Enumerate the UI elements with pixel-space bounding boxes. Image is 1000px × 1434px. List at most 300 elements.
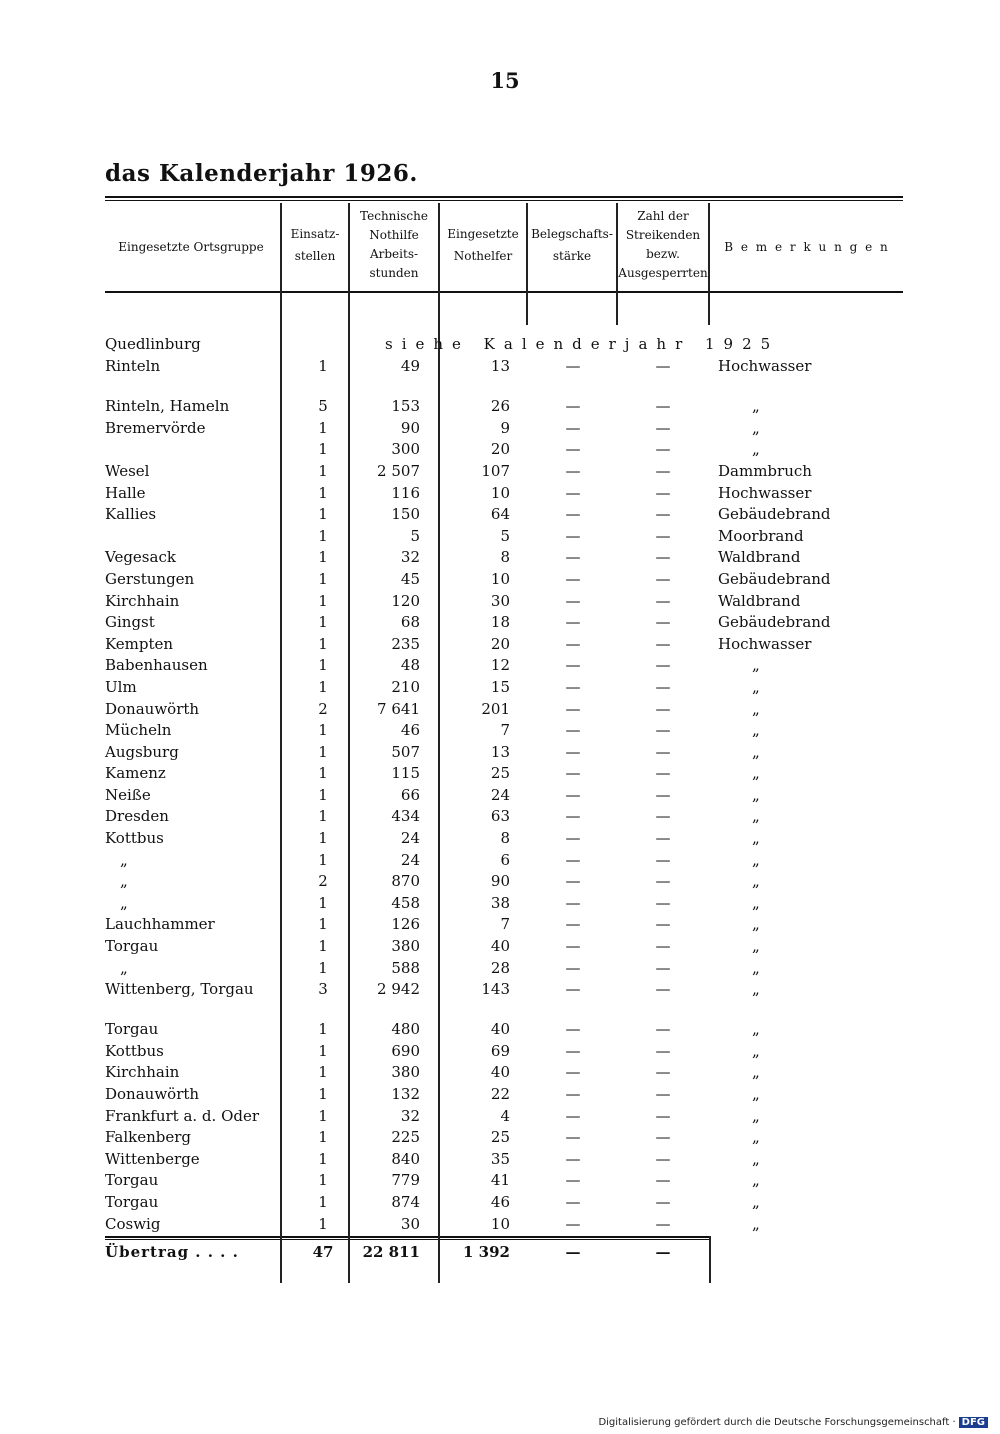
row-einsatzstellen: 1 <box>318 1085 328 1103</box>
table-row <box>0 356 1000 378</box>
top-rule <box>105 196 903 198</box>
row-bemerkung: „ <box>752 1128 760 1147</box>
table-row <box>0 742 1000 764</box>
row-nothelfer: 10 <box>490 1214 510 1233</box>
row-nothelfer: 143 <box>481 980 510 999</box>
row-place: Wittenberg, Torgau <box>105 980 254 999</box>
row-arbeitsstunden: 480 <box>391 1020 420 1039</box>
row-streikende: — <box>655 980 671 999</box>
row-streikende: — <box>655 440 671 459</box>
dfg-logo: DFG <box>959 1417 988 1428</box>
row-arbeitsstunden: 120 <box>391 591 420 610</box>
table-row <box>0 461 1000 483</box>
row-arbeitsstunden: 48 <box>400 656 420 675</box>
row-nothelfer: 9 <box>500 418 510 437</box>
table-row <box>0 979 1000 1019</box>
row-arbeitsstunden: 2 942 <box>377 980 420 999</box>
header-einsatzstellen: Einsatz- stellen <box>290 227 340 263</box>
row-streikende: — <box>655 850 671 869</box>
row-belegschaft: — <box>565 1106 581 1125</box>
row-place: Dresden <box>105 807 169 826</box>
table-row <box>0 504 1000 526</box>
row-nothelfer: 10 <box>490 569 510 588</box>
row-einsatzstellen: 1 <box>318 569 328 588</box>
row-bemerkung: „ <box>752 958 760 977</box>
header-streikende: Zahl der Streikenden bezw. Ausgesperrten <box>618 209 708 280</box>
row-nothelfer: 46 <box>490 1192 510 1211</box>
row-bemerkung: „ <box>752 1085 760 1103</box>
table-row <box>0 569 1000 591</box>
row-streikende: — <box>655 1106 671 1125</box>
row-nothelfer: 15 <box>490 677 510 696</box>
row-einsatzstellen: 1 <box>318 613 328 632</box>
row-belegschaft: — <box>565 807 581 826</box>
row-place: Torgau <box>105 1020 159 1039</box>
row-belegschaft: — <box>565 721 581 740</box>
row-belegschaft: — <box>565 1171 581 1190</box>
row-streikende: — <box>655 1171 671 1190</box>
row-einsatzstellen: 1 <box>318 656 328 675</box>
row-place: Ulm <box>105 677 137 696</box>
row-bemerkung: „ <box>752 764 760 783</box>
row-bemerkung: „ <box>752 397 760 416</box>
row-belegschaft: — <box>565 699 581 718</box>
row-streikende: — <box>655 915 671 934</box>
row-einsatzstellen: 1 <box>318 634 328 653</box>
row-streikende: — <box>655 764 671 783</box>
row-bemerkung: Hochwasser <box>718 634 812 653</box>
row-bemerkung: „ <box>752 742 760 761</box>
row-streikende: — <box>655 785 671 804</box>
row-streikende: — <box>655 1128 671 1147</box>
row-place: Gerstungen <box>105 569 195 588</box>
table-row <box>0 655 1000 677</box>
table-row <box>0 1149 1000 1171</box>
row-einsatzstellen: 1 <box>318 1041 328 1060</box>
row-place: Kottbus <box>105 1041 164 1060</box>
header-rule <box>105 291 903 293</box>
row-arbeitsstunden: 235 <box>391 634 420 653</box>
row-bemerkung: „ <box>752 1192 760 1211</box>
row-place: Babenhausen <box>105 656 208 675</box>
row-arbeitsstunden: 46 <box>400 721 420 740</box>
row-nothelfer: 41 <box>490 1171 510 1190</box>
row-nothelfer: 40 <box>490 1020 510 1039</box>
row-place: Rinteln <box>105 356 161 375</box>
row-arbeitsstunden: 153 <box>391 397 420 416</box>
top-rule-thin <box>105 200 903 201</box>
row-streikende: — <box>655 505 671 524</box>
table-row <box>0 591 1000 613</box>
row-einsatzstellen: 1 <box>318 1106 328 1125</box>
header-ortsgruppe: Eingesetzte Ortsgruppe <box>118 240 264 254</box>
row-streikende: — <box>655 461 671 480</box>
row-nothelfer: 10 <box>490 483 510 502</box>
table-row <box>0 893 1000 915</box>
row-place: Mücheln <box>105 721 172 740</box>
row-arbeitsstunden: 690 <box>391 1041 420 1060</box>
row-bemerkung: „ <box>752 1149 760 1168</box>
total-streikende: — <box>655 1243 671 1261</box>
row-einsatzstellen: 1 <box>318 505 328 524</box>
row-bemerkung: „ <box>752 1171 760 1190</box>
row-streikende: — <box>655 418 671 437</box>
row-belegschaft: — <box>565 1214 581 1233</box>
row-einsatzstellen: 1 <box>318 915 328 934</box>
row-place: Kallies <box>105 505 157 524</box>
row-belegschaft: — <box>565 915 581 934</box>
row-streikende: — <box>655 1192 671 1211</box>
row-belegschaft: — <box>565 872 581 891</box>
row-einsatzstellen: 1 <box>318 1063 328 1082</box>
row-arbeitsstunden: 150 <box>391 505 420 524</box>
row-streikende: — <box>655 893 671 912</box>
row-place: Torgau <box>105 937 159 956</box>
table-body <box>0 334 1000 1235</box>
row-bemerkung: „ <box>752 872 760 891</box>
row-einsatzstellen: 1 <box>318 958 328 977</box>
row-arbeitsstunden: 132 <box>391 1085 420 1103</box>
row-place: „ <box>120 893 128 912</box>
table-row <box>0 871 1000 893</box>
row-nothelfer: 25 <box>490 1128 510 1147</box>
row-place: Kirchhain <box>105 1063 180 1082</box>
table-row <box>0 785 1000 807</box>
row-arbeitsstunden: 588 <box>391 958 420 977</box>
row-nothelfer: 8 <box>500 829 510 848</box>
row-arbeitsstunden: 840 <box>391 1149 420 1168</box>
row-bemerkung: Hochwasser <box>718 356 812 375</box>
row-einsatzstellen: 1 <box>318 807 328 826</box>
table-row <box>0 763 1000 785</box>
row-einsatzstellen: 1 <box>318 1149 328 1168</box>
row-nothelfer: 22 <box>490 1085 510 1103</box>
table-row <box>0 720 1000 742</box>
row-einsatzstellen: 1 <box>318 721 328 740</box>
row-place: Quedlinburg <box>105 335 201 353</box>
row-place: Gingst <box>105 613 155 632</box>
row-arbeitsstunden: 30 <box>400 1214 420 1233</box>
row-streikende: — <box>655 1085 671 1103</box>
row-streikende: — <box>655 613 671 632</box>
table-row <box>0 483 1000 505</box>
header-belegschaft: Belegschafts- stärke <box>531 227 613 263</box>
row-arbeitsstunden: 49 <box>400 356 420 375</box>
row-bemerkung: „ <box>752 850 760 869</box>
table-row <box>0 1041 1000 1063</box>
row-bemerkung: Gebäudebrand <box>718 505 831 524</box>
row-nothelfer: 7 <box>500 915 510 934</box>
row-belegschaft: — <box>565 893 581 912</box>
row-nothelfer: 201 <box>481 699 510 718</box>
row-belegschaft: — <box>565 677 581 696</box>
table-row <box>0 677 1000 699</box>
row-arbeitsstunden: 24 <box>400 850 420 869</box>
row-arbeitsstunden: 24 <box>400 829 420 848</box>
row-arbeitsstunden: 434 <box>391 807 420 826</box>
row-arbeitsstunden: 32 <box>400 548 420 567</box>
row-nothelfer: 64 <box>490 505 510 524</box>
row-streikende: — <box>655 1214 671 1233</box>
page-number: 15 <box>490 68 520 93</box>
row-belegschaft: — <box>565 1041 581 1060</box>
table-row <box>0 1214 1000 1236</box>
row-einsatzstellen: 1 <box>318 526 328 545</box>
row-streikende: — <box>655 526 671 545</box>
row-bemerkung: „ <box>752 807 760 826</box>
row-einsatzstellen: 1 <box>318 1214 328 1233</box>
row-streikende: — <box>655 958 671 977</box>
table-row <box>0 418 1000 440</box>
row-streikende: — <box>655 1020 671 1039</box>
row-einsatzstellen: 3 <box>318 980 328 999</box>
row-nothelfer: 20 <box>490 634 510 653</box>
row-belegschaft: — <box>565 505 581 524</box>
row-nothelfer: 90 <box>490 872 510 891</box>
row-arbeitsstunden: 32 <box>400 1106 420 1125</box>
row-einsatzstellen: 1 <box>318 1020 328 1039</box>
row-arbeitsstunden: 45 <box>400 569 420 588</box>
row-bemerkung: „ <box>752 721 760 740</box>
row-nothelfer: 38 <box>490 893 510 912</box>
row-streikende: — <box>655 483 671 502</box>
row-arbeitsstunden: 458 <box>391 893 420 912</box>
row-arbeitsstunden: 380 <box>391 1063 420 1082</box>
row-arbeitsstunden: 210 <box>391 677 420 696</box>
row-streikende: — <box>655 742 671 761</box>
total-row <box>0 1243 1000 1267</box>
row-bemerkung: „ <box>752 1063 760 1082</box>
row-nothelfer: 28 <box>490 958 510 977</box>
row-streikende: — <box>655 569 671 588</box>
footer-credit <box>598 1417 988 1428</box>
row-einsatzstellen: 1 <box>318 1128 328 1147</box>
table-row <box>0 396 1000 418</box>
row-bemerkung: „ <box>752 418 760 437</box>
total-stunden: 22 811 <box>362 1243 420 1261</box>
table-row <box>0 439 1000 461</box>
row-arbeitsstunden: 779 <box>391 1171 420 1190</box>
row-einsatzstellen: 1 <box>318 893 328 912</box>
row-nothelfer: 4 <box>500 1106 510 1125</box>
row-place: Halle <box>105 483 146 502</box>
table-row <box>0 1084 1000 1106</box>
row-bemerkung: Gebäudebrand <box>718 569 831 588</box>
row-einsatzstellen: 1 <box>318 829 328 848</box>
row-belegschaft: — <box>565 1063 581 1082</box>
row-einsatzstellen: 1 <box>318 418 328 437</box>
row-bemerkung: „ <box>752 1020 760 1039</box>
row-belegschaft: — <box>565 656 581 675</box>
page-title: das Kalenderjahr 1926. <box>105 160 418 187</box>
row-place: Coswig <box>105 1214 161 1233</box>
row-nothelfer: 63 <box>490 807 510 826</box>
table-row <box>0 958 1000 980</box>
row-belegschaft: — <box>565 1192 581 1211</box>
total-stellen: 47 <box>312 1243 334 1261</box>
row-einsatzstellen: 1 <box>318 785 328 804</box>
row-streikende: — <box>655 699 671 718</box>
row-streikende: — <box>655 397 671 416</box>
table-row <box>0 936 1000 958</box>
row-streikende: — <box>655 807 671 826</box>
row-belegschaft: — <box>565 634 581 653</box>
row-belegschaft: — <box>565 569 581 588</box>
row-bemerkung: „ <box>752 915 760 934</box>
row-bemerkung: Waldbrand <box>718 548 801 567</box>
row-bemerkung: „ <box>752 677 760 696</box>
row-arbeitsstunden: 870 <box>391 872 420 891</box>
table-row <box>0 526 1000 548</box>
table-row <box>0 699 1000 721</box>
row-arbeitsstunden: 5 <box>410 526 420 545</box>
row-belegschaft: — <box>565 548 581 567</box>
table-row <box>0 1106 1000 1128</box>
row-arbeitsstunden: 68 <box>400 613 420 632</box>
row-belegschaft: — <box>565 980 581 999</box>
row-belegschaft: — <box>565 829 581 848</box>
row-arbeitsstunden: 507 <box>391 742 420 761</box>
row-belegschaft: — <box>565 483 581 502</box>
table-row <box>0 828 1000 850</box>
row-nothelfer: 40 <box>490 1063 510 1082</box>
row-streikende: — <box>655 591 671 610</box>
row-place: Donauwörth <box>105 699 200 718</box>
row-streikende: — <box>655 829 671 848</box>
row-nothelfer: 25 <box>490 764 510 783</box>
row-arbeitsstunden: 874 <box>391 1192 420 1211</box>
table-row-quedlinburg <box>0 334 1000 356</box>
row-place: Kirchhain <box>105 591 180 610</box>
table-row <box>0 612 1000 634</box>
row-arbeitsstunden: 116 <box>391 483 420 502</box>
row-belegschaft: — <box>565 1149 581 1168</box>
total-belegschaft: — <box>565 1243 581 1261</box>
table-row <box>0 1062 1000 1084</box>
row-bemerkung: Hochwasser <box>718 483 812 502</box>
row-nothelfer: 24 <box>490 785 510 804</box>
row-place: Neiße <box>105 785 151 804</box>
table-row <box>0 1170 1000 1192</box>
row-belegschaft: — <box>565 613 581 632</box>
row-arbeitsstunden: 2 507 <box>377 461 420 480</box>
row-place: Augsburg <box>105 742 179 761</box>
row-place: Bremervörde <box>105 418 206 437</box>
row-belegschaft: — <box>565 461 581 480</box>
row-place: Kamenz <box>105 764 166 783</box>
row-belegschaft: — <box>565 591 581 610</box>
row-belegschaft: — <box>565 1020 581 1039</box>
row-place: Lauchhammer <box>105 915 215 934</box>
row-einsatzstellen: 1 <box>318 742 328 761</box>
row-bemerkung: Waldbrand <box>718 591 801 610</box>
row-streikende: — <box>655 721 671 740</box>
row-einsatzstellen: 1 <box>318 461 328 480</box>
row-einsatzstellen: 1 <box>318 764 328 783</box>
row-bemerkung: Dammbruch <box>718 461 812 480</box>
row-einsatzstellen: 1 <box>318 1171 328 1190</box>
table-row <box>0 634 1000 656</box>
row-belegschaft: — <box>565 850 581 869</box>
row-bemerkung: „ <box>752 699 760 718</box>
header-bemerkungen: B e m e r k u n g e n <box>724 240 890 254</box>
column-divider <box>708 203 710 325</box>
row-einsatzstellen: 1 <box>318 356 328 375</box>
table-row <box>0 1019 1000 1041</box>
row-belegschaft: — <box>565 958 581 977</box>
footer-text: Digitalisierung gefördert durch die Deutsche Forschungsgemeinschaft · <box>598 1417 956 1428</box>
header-nothelfer: Eingesetzte Nothelfer <box>447 227 519 263</box>
row-einsatzstellen: 1 <box>318 677 328 696</box>
header-arbeitsstunden: Technische Nothilfe Arbeits- stunden <box>360 209 428 280</box>
row-bemerkung: „ <box>752 893 760 912</box>
row-place: Rinteln, Hameln <box>105 397 230 416</box>
row-belegschaft: — <box>565 1085 581 1103</box>
row-streikende: — <box>655 634 671 653</box>
row-place: Torgau <box>105 1171 159 1190</box>
row-streikende: — <box>655 1041 671 1060</box>
row-nothelfer: 6 <box>500 850 510 869</box>
row-nothelfer: 26 <box>490 397 510 416</box>
row-nothelfer: 107 <box>481 461 510 480</box>
row-bemerkung: Gebäudebrand <box>718 613 831 632</box>
table-row <box>0 914 1000 936</box>
row-streikende: — <box>655 548 671 567</box>
table-row <box>0 1127 1000 1149</box>
row-bemerkung: Moorbrand <box>718 526 804 545</box>
row-place: Donauwörth <box>105 1085 200 1103</box>
row-bemerkung: „ <box>752 785 760 804</box>
row-nothelfer: 20 <box>490 440 510 459</box>
row-place: Frankfurt a. d. Oder <box>105 1106 260 1125</box>
row-belegschaft: — <box>565 785 581 804</box>
row-streikende: — <box>655 1149 671 1168</box>
row-place: Wesel <box>105 461 150 480</box>
row-arbeitsstunden: 115 <box>391 764 420 783</box>
total-helfer: 1 392 <box>463 1243 510 1261</box>
row-nothelfer: 13 <box>490 356 510 375</box>
row-belegschaft: — <box>565 440 581 459</box>
row-belegschaft: — <box>565 742 581 761</box>
table-row <box>0 850 1000 872</box>
row-einsatzstellen: 2 <box>318 699 328 718</box>
row-arbeitsstunden: 380 <box>391 937 420 956</box>
row-einsatzstellen: 1 <box>318 1192 328 1211</box>
row-bemerkung: „ <box>752 1041 760 1060</box>
row-einsatzstellen: 1 <box>318 483 328 502</box>
row-bemerkung: „ <box>752 937 760 956</box>
row-nothelfer: 13 <box>490 742 510 761</box>
row-arbeitsstunden: 300 <box>391 440 420 459</box>
row-arbeitsstunden: 66 <box>400 785 420 804</box>
table-row <box>0 806 1000 828</box>
row-nothelfer: 40 <box>490 937 510 956</box>
row-bemerkung: „ <box>752 656 760 675</box>
row-belegschaft: — <box>565 764 581 783</box>
row-belegschaft: — <box>565 418 581 437</box>
row-belegschaft: — <box>565 937 581 956</box>
row-nothelfer: 69 <box>490 1041 510 1060</box>
row-place: Kottbus <box>105 829 164 848</box>
total-rule-thin <box>105 1239 711 1240</box>
row-streikende: — <box>655 677 671 696</box>
row-place: Falkenberg <box>105 1128 192 1147</box>
row-streikende: — <box>655 872 671 891</box>
row-belegschaft: — <box>565 526 581 545</box>
row-place: Torgau <box>105 1192 159 1211</box>
row-nothelfer: 35 <box>490 1149 510 1168</box>
row-einsatzstellen: 1 <box>318 440 328 459</box>
